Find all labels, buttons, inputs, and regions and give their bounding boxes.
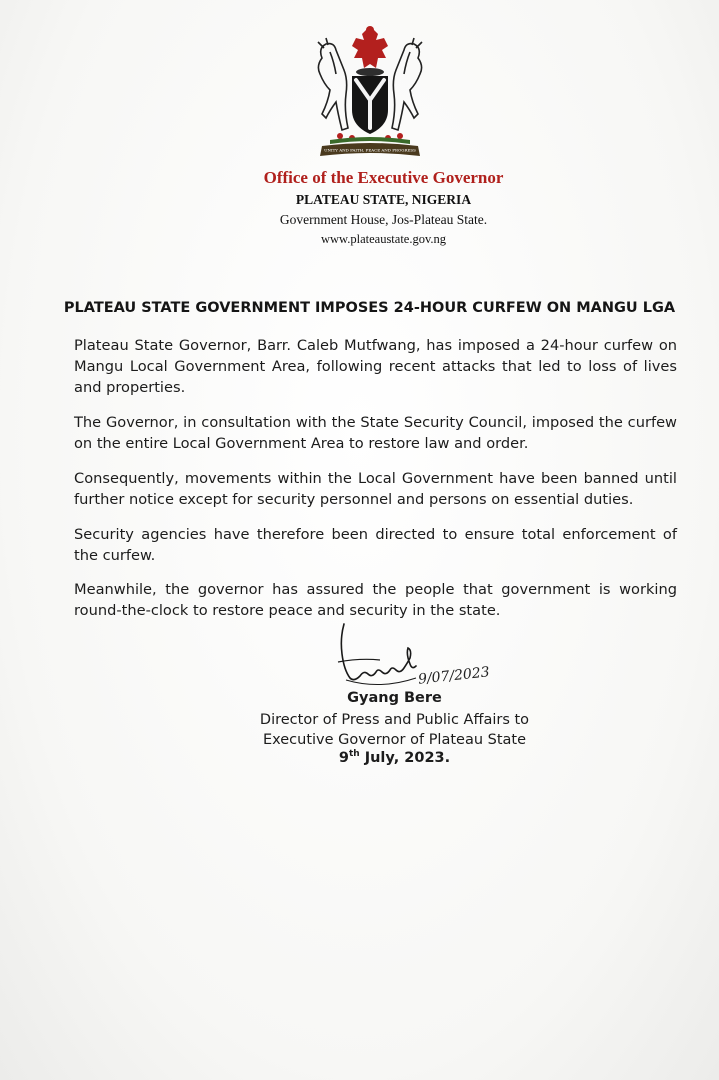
paragraph-curfew-announcement: Plateau State Governor, Barr. Caleb Mutfwang, has imposed a 24-hour curfew on Mangu Local Government Area, following recent attacks that led to loss of lives and properties.: [74, 337, 677, 396]
signer-name: Gyang Bere: [347, 690, 442, 706]
left-horse-icon: [318, 38, 348, 130]
paragraph-movement-ban: Consequently, movements within the Local Government have been banned until further notice except for security personnel and persons on essential duties.: [74, 470, 677, 508]
costus-flowers-icon: [330, 133, 410, 144]
paragraph-enforcement: Security agencies have therefore been directed to ensure total enforcement of the curfew.: [74, 526, 677, 564]
release-date-rest: July, 2023.: [359, 749, 451, 766]
address-line: Government House, Jos-Plateau State.: [279, 212, 488, 227]
website-link[interactable]: www.plateaustate.gov.ng: [320, 232, 447, 246]
wreath-icon: [356, 68, 384, 76]
handwritten-signature: [320, 618, 500, 698]
release-date: [35, 749, 719, 766]
release-date-suffix: th: [348, 749, 360, 759]
nigeria-coat-of-arms-emblem: [300, 18, 440, 168]
handwritten-date: 9/07/2023: [417, 664, 491, 688]
signer-role-line1: Director of Press and Public Affairs to: [259, 712, 530, 728]
press-release-headline: PLATEAU STATE GOVERNMENT IMPOSES 24-HOUR CURFEW ON MANGU LGA: [63, 300, 676, 316]
motto-ribbon: [320, 143, 420, 156]
signer-role-line2: Executive Governor of Plateau State: [262, 732, 527, 748]
motto-text: UNITY AND FAITH, PEACE AND PROGRESS: [324, 147, 416, 153]
shield-icon: [352, 76, 388, 134]
office-title: Office of the Executive Governor: [263, 168, 504, 187]
red-eagle-icon: [352, 26, 388, 68]
release-date-day: 9: [338, 749, 349, 766]
paragraph-assurance: Meanwhile, the governor has assured the people that government is working round-the-clock to restore peace and security in the state.: [74, 581, 677, 619]
paragraph-security-council: The Governor, in consultation with the State Security Council, imposed the curfew on the entire Local Government Area to restore law and order.: [74, 414, 677, 452]
right-horse-icon: [392, 38, 422, 130]
state-name: PLATEAU STATE, NIGERIA: [295, 192, 472, 207]
